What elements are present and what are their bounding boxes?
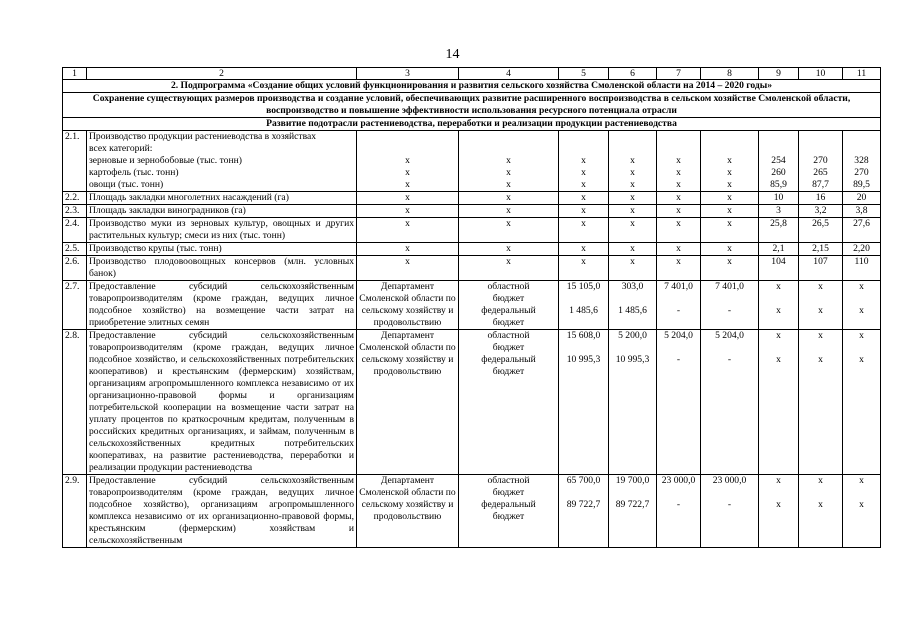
funding-source-line: областной <box>487 475 530 486</box>
cell-c7-line <box>659 293 698 305</box>
cell-c9 <box>759 281 799 330</box>
cell-c6: х <box>609 243 657 256</box>
cell-c11-line: 89,5 <box>853 179 870 190</box>
cell-c3: х <box>357 192 459 205</box>
column-number-row <box>63 68 881 80</box>
cell-c8-line: х <box>727 167 732 178</box>
cell-c6: х <box>609 205 657 218</box>
cell-c3-line <box>359 131 456 143</box>
funding-source-line: федеральный <box>481 499 536 510</box>
cell-c4: х <box>459 256 559 281</box>
cell-c9 <box>759 475 799 548</box>
cell-c9 <box>759 330 799 475</box>
cell-c6-line: 1 485,6 <box>618 305 647 316</box>
cell-c11-line: 328 <box>854 155 869 166</box>
indicator-text-line: картофель (тыс. тонн) <box>89 167 179 178</box>
cell-c4-line <box>461 131 556 143</box>
column-number: 3 <box>357 68 459 80</box>
cell-c9-line: 254 <box>771 155 786 166</box>
cell-c10-line: х <box>818 305 823 316</box>
cell-c9-line: х <box>776 475 781 486</box>
cell-c8: х <box>701 218 759 243</box>
indicator-text-line: зерновые и зернобобовые (тыс. тонн) <box>89 155 242 166</box>
goal-text: Сохранение существующих размеров производства и создание условий, обеспечивающих развитие расширенного воспроизводства в сельском хозяйстве Смоленской области, воспроизводство и повышение эффективности использования ресурсного потенциала отрасли <box>63 93 881 118</box>
cell-c6 <box>609 131 657 192</box>
cell-c10-line: х <box>818 475 823 486</box>
cell-c9-line <box>761 293 796 305</box>
cell-c6-line <box>611 293 654 305</box>
funding-source-line: бюджет <box>492 366 525 377</box>
cell-c5-line: 89 722,7 <box>566 499 601 510</box>
cell-c8-line <box>703 143 756 155</box>
cell-c7: х <box>657 243 701 256</box>
cell-c8-line: - <box>727 305 732 316</box>
table-row <box>63 205 881 218</box>
table-row <box>63 281 881 330</box>
cell-c5-line: 10 995,3 <box>566 354 601 365</box>
row-number: 2.1. <box>63 131 87 192</box>
cell-c8 <box>701 330 759 475</box>
cell-c7: х <box>657 218 701 243</box>
funding-source-line: бюджет <box>492 511 525 522</box>
indicator-text: Производство муки из зерновых культур, овощных и других растительных культур; смеси из них (тыс. тонн) <box>87 218 357 243</box>
cell-c9-line: 85,9 <box>770 179 787 190</box>
table-row <box>63 256 881 281</box>
cell-c3: х <box>357 256 459 281</box>
cell-c8: х <box>701 243 759 256</box>
row-number: 2.8. <box>63 330 87 475</box>
cell-c9: 10 <box>759 192 799 205</box>
indicator-text-line: овощи (тыс. тонн) <box>89 179 164 190</box>
cell-c9-line: х <box>776 305 781 316</box>
cell-c3-line: х <box>405 167 410 178</box>
cell-c6-line: х <box>630 179 635 190</box>
cell-c3: х <box>357 205 459 218</box>
page-number: 14 <box>445 47 460 62</box>
table-row <box>63 475 881 548</box>
cell-c7-line <box>659 487 698 499</box>
section-title-row <box>63 80 881 93</box>
table-row <box>63 330 881 475</box>
cell-c11: 20 <box>843 192 881 205</box>
cell-c11 <box>843 330 881 475</box>
cell-c11-line <box>845 143 878 155</box>
row-number: 2.2. <box>63 192 87 205</box>
cell-c11-line: х <box>859 354 864 365</box>
cell-c8: х <box>701 256 759 281</box>
cell-c8-line: - <box>727 354 732 365</box>
cell-c9-line: х <box>776 354 781 365</box>
indicator-text: Производство плодовоовощных консервов (млн. условных банок) <box>87 256 357 281</box>
funding-source-line: бюджет <box>492 293 525 304</box>
cell-c9-line: х <box>776 499 781 510</box>
cell-c7-line: - <box>676 305 681 316</box>
cell-c6-line <box>611 487 654 499</box>
cell-c11: 3,8 <box>843 205 881 218</box>
cell-c6-line <box>611 131 654 143</box>
cell-c7-line <box>659 143 698 155</box>
cell-c6-line: 303,0 <box>621 281 644 292</box>
cell-c4-line: х <box>506 155 511 166</box>
executor-text: Департамент Смоленской области по сельскому хозяйству и продовольствию <box>357 281 459 330</box>
cell-c10-line <box>801 293 840 305</box>
cell-c8 <box>701 281 759 330</box>
cell-c6-line: 5 200,0 <box>618 330 647 341</box>
cell-c11-line <box>845 342 878 354</box>
cell-c11: 27,6 <box>843 218 881 243</box>
row-number: 2.5. <box>63 243 87 256</box>
cell-c7 <box>657 281 701 330</box>
cell-c5-line: 15 608,0 <box>566 330 601 341</box>
cell-c9: 104 <box>759 256 799 281</box>
funding-source-line: областной <box>487 281 530 292</box>
cell-c11 <box>843 281 881 330</box>
cell-c4: х <box>459 218 559 243</box>
cell-c7-line: х <box>676 155 681 166</box>
cell-c10-line: х <box>818 499 823 510</box>
cell-c4: х <box>459 205 559 218</box>
cell-c11-line: х <box>859 281 864 292</box>
cell-c4: х <box>459 192 559 205</box>
cell-c8-line: х <box>727 179 732 190</box>
funding-source-line: бюджет <box>492 342 525 353</box>
cell-c10-line <box>801 131 840 143</box>
cell-c9-line: 260 <box>771 167 786 178</box>
cell-c4-line: х <box>506 167 511 178</box>
indicator-text: Площадь закладки многолетних насаждений (га) <box>87 192 357 205</box>
cell-c5: х <box>559 205 609 218</box>
cell-c11-line: х <box>859 475 864 486</box>
cell-c7-line <box>659 131 698 143</box>
cell-c11 <box>843 131 881 192</box>
cell-c10 <box>799 281 843 330</box>
cell-c5: х <box>559 243 609 256</box>
cell-c8-line <box>703 342 756 354</box>
indicator-text-line: всех категорий: <box>89 143 153 154</box>
cell-c3-line: х <box>405 179 410 190</box>
column-number: 2 <box>87 68 357 80</box>
cell-c7: х <box>657 192 701 205</box>
cell-c9-line <box>761 342 796 354</box>
column-number: 9 <box>759 68 799 80</box>
cell-c8-line <box>703 487 756 499</box>
cell-c9-line: х <box>776 281 781 292</box>
cell-c9-line <box>761 487 796 499</box>
funding-source-line: бюджет <box>492 317 525 328</box>
column-number: 10 <box>799 68 843 80</box>
table-row <box>63 243 881 256</box>
cell-c10: 26,5 <box>799 218 843 243</box>
cell-c6: х <box>609 256 657 281</box>
cell-c11-line <box>845 487 878 499</box>
cell-c8-line <box>703 131 756 143</box>
cell-c11-line: 270 <box>854 167 869 178</box>
cell-c6-line: 89 722,7 <box>615 499 650 510</box>
cell-c6-line: х <box>630 167 635 178</box>
cell-c7-line: - <box>676 354 681 365</box>
column-number: 8 <box>701 68 759 80</box>
column-number: 5 <box>559 68 609 80</box>
cell-c10-line: х <box>818 281 823 292</box>
cell-c5 <box>559 330 609 475</box>
column-number: 6 <box>609 68 657 80</box>
cell-c6-line: х <box>630 155 635 166</box>
cell-c10 <box>799 131 843 192</box>
cell-c8-line: 5 204,0 <box>715 330 744 341</box>
table-row <box>63 218 881 243</box>
cell-c5-line <box>561 131 606 143</box>
cell-c9 <box>759 131 799 192</box>
row-number: 2.6. <box>63 256 87 281</box>
cell-c5-line <box>561 293 606 305</box>
cell-c10 <box>799 330 843 475</box>
cell-c11 <box>843 475 881 548</box>
cell-c10: 3,2 <box>799 205 843 218</box>
cell-c11-line: х <box>859 499 864 510</box>
program-table <box>62 67 881 548</box>
cell-c7-line: 7 401,0 <box>664 281 693 292</box>
funding-source <box>459 475 559 548</box>
cell-c5 <box>559 281 609 330</box>
cell-c10-line: 87,7 <box>812 179 829 190</box>
cell-c11-line: х <box>859 330 864 341</box>
cell-c3: х <box>357 218 459 243</box>
cell-c7-line: х <box>676 167 681 178</box>
funding-source-line: федеральный <box>481 305 536 316</box>
cell-c3: х <box>357 243 459 256</box>
cell-c6-line <box>611 342 654 354</box>
cell-c10 <box>799 475 843 548</box>
section-title: 2. Подпрограмма «Создание общих условий функционирования и развития сельского хозяйства Смоленской области на 2014 – 2020 годы» <box>63 80 881 93</box>
cell-c10-line <box>801 143 840 155</box>
cell-c10: 107 <box>799 256 843 281</box>
cell-c7: х <box>657 256 701 281</box>
cell-c10-line: х <box>818 354 823 365</box>
indicator-text-line: Производство продукции растениеводства в хозяйствах <box>89 131 317 142</box>
cell-c8 <box>701 131 759 192</box>
cell-c5: х <box>559 218 609 243</box>
cell-c7 <box>657 330 701 475</box>
cell-c11-line: х <box>859 305 864 316</box>
table-row <box>63 131 881 192</box>
cell-c10-line <box>801 342 840 354</box>
cell-c9: 2,1 <box>759 243 799 256</box>
cell-c11: 110 <box>843 256 881 281</box>
cell-c7-line: 5 204,0 <box>664 330 693 341</box>
column-number: 4 <box>459 68 559 80</box>
cell-c6: х <box>609 218 657 243</box>
column-number: 1 <box>63 68 87 80</box>
funding-source-line: областной <box>487 330 530 341</box>
cell-c7-line: - <box>676 499 681 510</box>
indicator-text: Производство крупы (тыс. тонн) <box>87 243 357 256</box>
executor-text: Департамент Смоленской области по сельскому хозяйству и продовольствию <box>357 475 459 548</box>
cell-c8-line: х <box>727 155 732 166</box>
cell-c8: х <box>701 192 759 205</box>
cell-c9: 3 <box>759 205 799 218</box>
cell-c10-line: х <box>818 330 823 341</box>
cell-c5-line: 1 485,6 <box>569 305 598 316</box>
cell-c5-line: х <box>581 179 586 190</box>
cell-c8-line: 7 401,0 <box>715 281 744 292</box>
cell-c10: 16 <box>799 192 843 205</box>
cell-c7 <box>657 475 701 548</box>
cell-c7-line: 23 000,0 <box>661 475 696 486</box>
cell-c7-line: х <box>676 179 681 190</box>
cell-c10: 2,15 <box>799 243 843 256</box>
indicator-text: Площадь закладки виноградников (га) <box>87 205 357 218</box>
indicator-text <box>87 131 357 192</box>
cell-c9-line: х <box>776 330 781 341</box>
cell-c6 <box>609 330 657 475</box>
funding-source-line: федеральный <box>481 354 536 365</box>
cell-c3-line <box>359 143 456 155</box>
cell-c5 <box>559 131 609 192</box>
cell-c6 <box>609 475 657 548</box>
cell-c11-line <box>845 293 878 305</box>
cell-c5-line <box>561 487 606 499</box>
cell-c6-line: 19 700,0 <box>615 475 650 486</box>
funding-source <box>459 281 559 330</box>
cell-c10-line: 265 <box>813 167 828 178</box>
cell-c4-line <box>461 143 556 155</box>
cell-c5-line <box>561 143 606 155</box>
cell-c5: х <box>559 192 609 205</box>
cell-c8-line <box>703 293 756 305</box>
cell-c10-line <box>801 487 840 499</box>
cell-c11: 2,20 <box>843 243 881 256</box>
cell-c6-line <box>611 143 654 155</box>
task-row <box>63 118 881 131</box>
cell-c8-line: 23 000,0 <box>712 475 747 486</box>
column-number: 7 <box>657 68 701 80</box>
cell-c4-line: х <box>506 179 511 190</box>
cell-c11-line <box>845 131 878 143</box>
cell-c5 <box>559 475 609 548</box>
cell-c6: х <box>609 192 657 205</box>
row-number: 2.4. <box>63 218 87 243</box>
cell-c5-line: 65 700,0 <box>566 475 601 486</box>
cell-c7-line <box>659 342 698 354</box>
cell-c5-line <box>561 342 606 354</box>
row-number: 2.3. <box>63 205 87 218</box>
measure-text: Предоставление субсидий сельскохозяйственным товаропроизводителям (кроме граждан, ведущих личное подсобное хозяйство, и сельскохозяйственных потребительских кооперативов) и крестьянским (фермерским) хозяйствам, организациям агропромышленного комплекса независимо от их организационно-правовой формы и организациям потребительской кооперации на возмещение части затрат на уплату процентов по краткосрочным кредитам, полученным в российских кредитных организациях, и займам, полученным в сельскохозяйственных кредитных потребительских кооперативах, на развитие растениеводства, переработки и реализации продукции растениеводства <box>87 330 357 475</box>
cell-c5-line: х <box>581 167 586 178</box>
cell-c3-line: х <box>405 155 410 166</box>
cell-c9-line <box>761 143 796 155</box>
funding-source <box>459 330 559 475</box>
cell-c8-line: - <box>727 499 732 510</box>
cell-c6 <box>609 281 657 330</box>
row-number: 2.9. <box>63 475 87 548</box>
cell-c9: 25,8 <box>759 218 799 243</box>
row-number: 2.7. <box>63 281 87 330</box>
measure-text: Предоставление субсидий сельскохозяйственным товаропроизводителям (кроме граждан, ведущих личное подсобное хозяйство), организациям агропромышленного комплекса независимо от их организационно-правовой формы, крестьянским (фермерским) хозяйствам и сельскохозяйственным <box>87 475 357 548</box>
cell-c7 <box>657 131 701 192</box>
cell-c9-line <box>761 131 796 143</box>
cell-c4: х <box>459 243 559 256</box>
table-row <box>63 192 881 205</box>
cell-c8 <box>701 475 759 548</box>
cell-c8: х <box>701 205 759 218</box>
task-text: Развитие подотрасли растениеводства, переработки и реализации продукции растениеводства <box>63 118 881 131</box>
column-number: 11 <box>843 68 881 80</box>
cell-c5-line: х <box>581 155 586 166</box>
measure-text: Предоставление субсидий сельскохозяйственным товаропроизводителям (кроме граждан, ведущих личное подсобное хозяйство) на возмещение части затрат на приобретение элитных семян <box>87 281 357 330</box>
goal-row <box>63 93 881 118</box>
executor-text: Департамент Смоленской области по сельскому хозяйству и продовольствию <box>357 330 459 475</box>
cell-c5: х <box>559 256 609 281</box>
cell-c7: х <box>657 205 701 218</box>
cell-c10-line: 270 <box>813 155 828 166</box>
cell-c5-line: 15 105,0 <box>566 281 601 292</box>
cell-c6-line: 10 995,3 <box>615 354 650 365</box>
funding-source-line: бюджет <box>492 487 525 498</box>
cell-c3 <box>357 131 459 192</box>
cell-c4 <box>459 131 559 192</box>
